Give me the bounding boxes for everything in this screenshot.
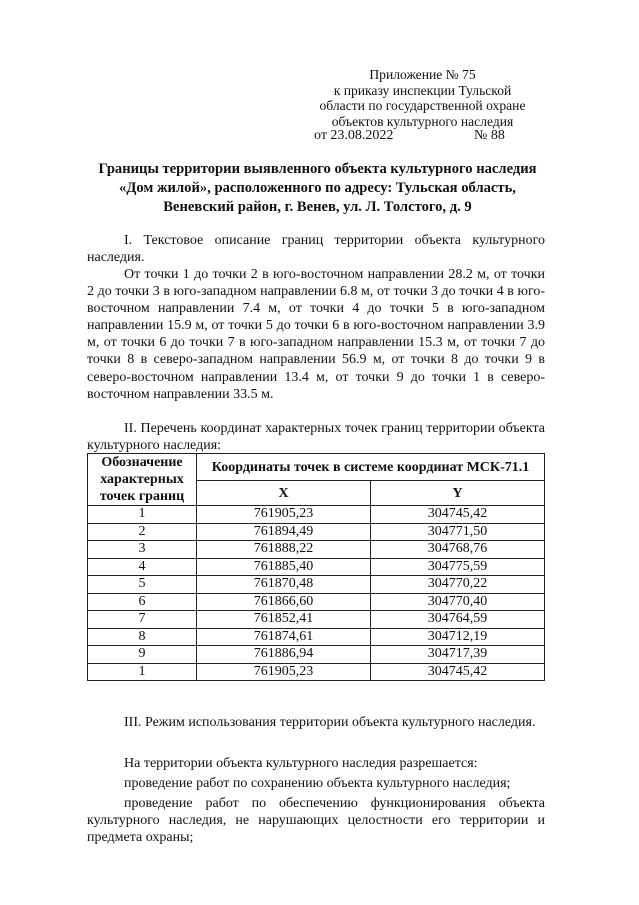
point-cell: 2 bbox=[88, 523, 197, 541]
y-cell: 304764,59 bbox=[371, 611, 545, 629]
col-point-header: Обозначение характерных точек границ bbox=[88, 454, 197, 506]
table-row bbox=[88, 646, 545, 664]
x-cell: 761870,48 bbox=[197, 576, 371, 594]
appendix-line: к приказу инспекции Тульской bbox=[333, 82, 512, 98]
allowed-intro: На территории объекта культурного наследия разрешается: bbox=[124, 756, 478, 771]
table-row bbox=[88, 576, 545, 594]
order-date: от 23.08.2022 bbox=[314, 128, 394, 143]
point-cell: 7 bbox=[88, 611, 197, 629]
document-title bbox=[70, 160, 565, 218]
title-line: Границы территории выявленного объекта культурного наследия bbox=[98, 161, 537, 177]
y-cell: 304770,40 bbox=[371, 593, 545, 611]
title-line: «Дом жилой», расположенного по адресу: Тульская область, bbox=[119, 180, 516, 197]
section3-heading: III. Режим использования территории объекта культурного наследия. bbox=[124, 715, 536, 730]
table-row bbox=[88, 628, 545, 646]
y-cell: 304712,19 bbox=[371, 628, 545, 646]
point-cell: 5 bbox=[88, 576, 197, 594]
point-cell: 9 bbox=[88, 646, 197, 664]
point-cell: 1 bbox=[88, 663, 197, 681]
point-cell: 3 bbox=[88, 541, 197, 559]
allowed-item: проведение работ по сохранению объекта культурного наследия; bbox=[124, 776, 511, 791]
y-cell: 304771,50 bbox=[371, 523, 545, 541]
coordinate-system-header: Координаты точек в системе координат МСК-71.1 bbox=[197, 454, 545, 481]
x-header: X bbox=[197, 481, 371, 506]
x-cell: 761894,49 bbox=[197, 523, 371, 541]
point-cell: 6 bbox=[88, 593, 197, 611]
y-cell: 304768,76 bbox=[371, 541, 545, 559]
table-row bbox=[88, 611, 545, 629]
x-cell: 761905,23 bbox=[197, 663, 371, 681]
x-cell: 761885,40 bbox=[197, 558, 371, 576]
appendix-line: Приложение № 75 bbox=[369, 67, 476, 82]
x-cell: 761888,22 bbox=[197, 541, 371, 559]
point-cell: 4 bbox=[88, 558, 197, 576]
x-cell: 761874,61 bbox=[197, 628, 371, 646]
x-cell: 761905,23 bbox=[197, 506, 371, 524]
y-cell: 304770,22 bbox=[371, 576, 545, 594]
appendix-line: объектов культурного наследия bbox=[331, 113, 514, 129]
section1-heading: I. Текстовое описание границ территории объекта культурного наследия. bbox=[87, 233, 545, 266]
table-row bbox=[88, 593, 545, 611]
section1-body: От точки 1 до точки 2 в юго-восточном направлении 28.2 м, от точки 2 до точки 3 в юго-западном направлении 6.8 м, от точки 3 до точки 4 в юго-восточном направлении 7.4 м, от точки 4 до точки 5 в юго-западном направлении 15.9 м, от точки 5 до точки 6 в юго-восточном направлении 3.9 м, от точки 6 до точки 7 в юго-западном направлении 15.3 м, от точки 7 до точки 8 в северо-западном направлении 56.9 м, от точки 8 до точки 9 в северо-восточном направлении 13.4 м, от точки 9 до точки 1 в северо-восточном направлении 33.5 м. bbox=[87, 267, 545, 402]
order-number: № 88 bbox=[474, 128, 505, 143]
y-cell: 304745,42 bbox=[371, 663, 545, 681]
x-cell: 761852,41 bbox=[197, 611, 371, 629]
y-cell: 304775,59 bbox=[371, 558, 545, 576]
coordinates-table bbox=[87, 453, 545, 681]
order-reference bbox=[314, 128, 534, 144]
x-cell: 761866,60 bbox=[197, 593, 371, 611]
table-row bbox=[88, 506, 545, 524]
section2-heading: II. Перечень координат характерных точек границ территории объекта культурного наследия: bbox=[87, 421, 545, 454]
y-cell: 304745,42 bbox=[371, 506, 545, 524]
point-cell: 1 bbox=[88, 506, 197, 524]
table-row bbox=[88, 558, 545, 576]
y-cell: 304717,39 bbox=[371, 646, 545, 664]
appendix-block bbox=[295, 67, 550, 129]
table-row bbox=[88, 523, 545, 541]
y-header: Y bbox=[371, 481, 545, 506]
title-line: Веневский район, г. Венев, ул. Л. Толстого, д. 9 bbox=[163, 199, 472, 216]
appendix-line: области по государственной охране bbox=[319, 98, 526, 114]
table-row bbox=[88, 663, 545, 681]
point-cell: 8 bbox=[88, 628, 197, 646]
x-cell: 761886,94 bbox=[197, 646, 371, 664]
table-row bbox=[88, 541, 545, 559]
allowed-item: проведение работ по обеспечению функционирования объекта культурного наследия, не нарушающих целостности его территории и предмета охраны; bbox=[87, 796, 545, 846]
